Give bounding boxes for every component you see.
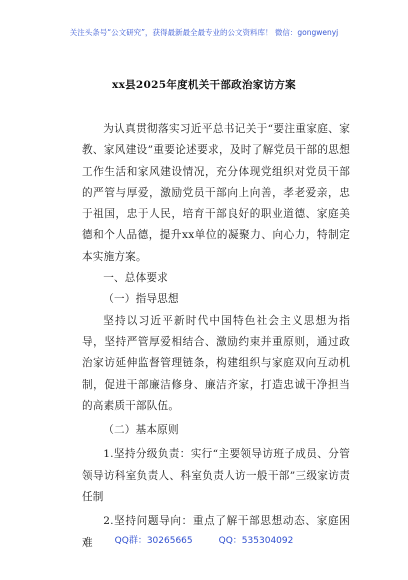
intro-paragraph: 为认真贯彻落实习近平总书记关于“要注重家庭、家教、家风建设”重要论述要求，及时了解党员干部的思想工作生活和家风建设情况，充分体现党组织对党员干部的严管与厚爱，激励党员干部向上向善，孝老爱亲，忠于祖国，忠于人民，培育干部良好的职业道德、家庭美德和个人品德，提升xx单位的凝聚力、向心力，特制定本实施方案。 (82, 123, 350, 263)
subsection-heading-basic-principles: （二）基本原则 (103, 424, 179, 437)
principle-item-2: 2.坚持问题导向：重点了解干部思想动态、家庭困难 (82, 515, 350, 549)
principle-item-1: 1.坚持分级负责：实行“主要领导访班子成员、分管领导访科室负责人、科室负责人访一般干部”三级家访责任制 (82, 448, 350, 504)
section-heading-general-requirements: 一、总体要求 (103, 272, 168, 285)
subsection-heading-guiding-ideology: （一）指导思想 (103, 293, 179, 306)
footer-qq-group: QQ群：30265665 (114, 536, 193, 546)
footer-contact (0, 533, 408, 546)
document-title: xx县2025年度机关干部政治家访方案 (112, 79, 296, 91)
footer-qq-number: QQ：535304092 (218, 536, 294, 546)
document-body (82, 119, 350, 554)
guiding-ideology-paragraph: 坚持以习近平新时代中国特色社会主义思想为指导，坚持严管厚爱相结合、激励约束并重原则，通过政治家访延伸监督管理链条，构建组织与家庭双向互动机制，促进干部廉洁修身、廉洁齐家，打造忠诚干净担当的高素质干部队伍。 (82, 314, 350, 412)
header-watermark-banner: 关注头条号“公文研究”，获得最新最全最专业的公文资料库！ 微信：gongwenyj (69, 28, 339, 37)
